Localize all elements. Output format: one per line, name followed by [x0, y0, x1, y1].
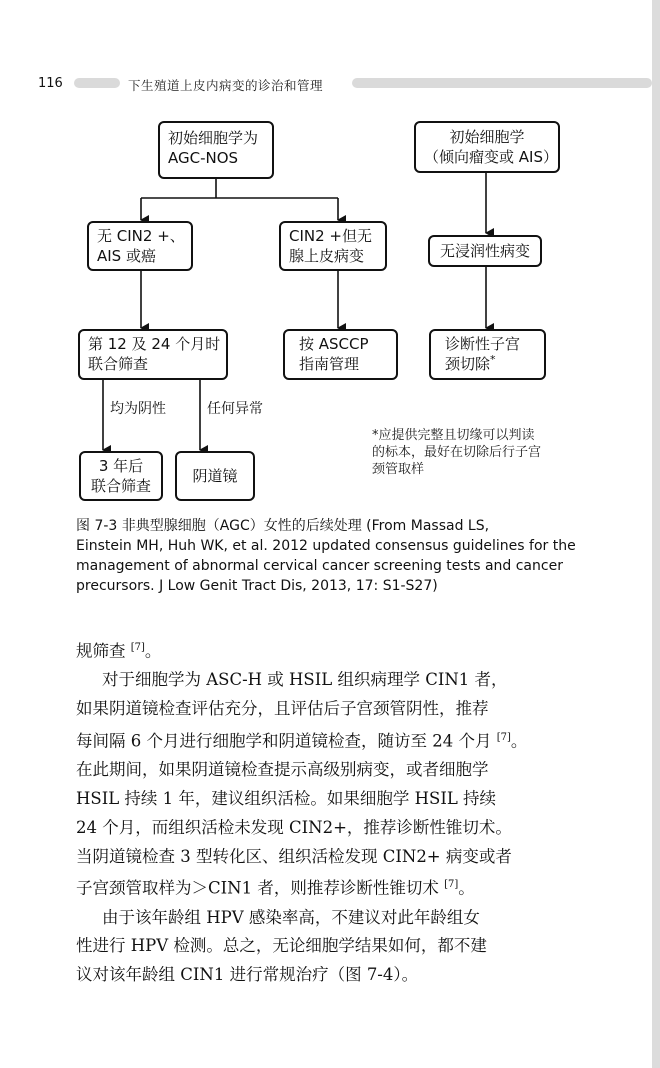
- box-cin2-no-gland-line1: CIN2 +但无: [289, 227, 372, 245]
- box-cin2-no-gland-line2: 腺上皮病变: [289, 247, 365, 265]
- box-no-invasive-text: 无浸润性病变: [439, 242, 530, 260]
- box-cotest: [78, 329, 228, 380]
- box-asccp-line1: 按 ASCCP: [299, 335, 369, 353]
- body-p2-line3-text: 每间隔 6 个月进行细胞学和阴道镜检查，随访至 24 个月: [76, 731, 497, 751]
- body-line-1: [76, 634, 596, 666]
- box-no-cin2: [87, 221, 193, 271]
- box-three-year: [79, 451, 163, 501]
- footnote-line2: 的标本，最好在切除后行子宫: [372, 445, 542, 460]
- box-asccp: [283, 329, 398, 380]
- box-three-year-line2: 联合筛查: [90, 477, 151, 495]
- body-p2-line7: 当阴道镜检查 3 型转化区、组织活检发现 CIN2+ 病变或者: [76, 846, 512, 866]
- figure-caption: [76, 516, 576, 596]
- body-p3-line1: 由于该年龄组 HPV 感染率高，不建议对此年龄组女: [102, 907, 480, 927]
- page-number: 116: [38, 76, 63, 91]
- box-cone-line2: 颈切除: [445, 355, 491, 373]
- box-no-invasive: [428, 235, 542, 267]
- box-agc-neoplasia-line2: （倾向瘤变或 AIS）: [424, 148, 558, 166]
- citation-ref: [7]: [130, 642, 145, 653]
- running-title: 下生殖道上皮内病变的诊治和管理: [128, 78, 324, 93]
- body-p2-line8-text: 子宫颈管取样为＞CIN1 者，则推荐诊断性锥切术: [76, 878, 445, 898]
- body-p3-line2: 性进行 HPV 检测。总之，无论细胞学结果如何，都不建: [76, 936, 487, 956]
- box-agc-nos: [158, 121, 274, 179]
- box-cone-line1: 诊断性子宫: [445, 335, 521, 353]
- cone-footnote-mark: *: [490, 353, 496, 366]
- body-line-1-end: 。: [144, 641, 162, 661]
- body-p2-line8: [76, 871, 596, 903]
- body-p2-line3-end: 。: [510, 731, 528, 751]
- footnote-line1: *应提供完整且切缘可以判读: [372, 428, 535, 443]
- box-three-year-line1: 3 年后: [98, 457, 144, 475]
- body-p2-line5: HSIL 持续 1 年，建议组织活检。如果细胞学 HSIL 持续: [76, 788, 497, 808]
- footnote-line3: 颈管取样: [372, 462, 425, 477]
- label-all-negative: 均为阴性: [110, 401, 166, 417]
- body-p3-line3: 议对该年龄组 CIN1 进行常规治疗（图 7-4）。: [76, 965, 419, 985]
- box-no-cin2-line1: 无 CIN2 +、: [97, 227, 185, 245]
- box-asccp-line2: 指南管理: [299, 355, 360, 373]
- box-agc-nos-line2: AGC-NOS: [168, 149, 239, 167]
- box-cotest-line1: 第 12 及 24 个月时: [88, 335, 221, 353]
- box-agc-neoplasia-line1: 初始细胞学: [449, 128, 525, 146]
- body-p2-line1: 对于细胞学为 ASC-H 或 HSIL 组织病理学 CIN1 者，: [102, 670, 508, 690]
- caption-line4: precursors. J Low Genit Tract Dis, 2013, 17: S1-S27): [76, 578, 438, 594]
- box-cotest-line2: 联合筛查: [88, 355, 149, 373]
- flowchart-footnote: [372, 427, 541, 478]
- body-line-1-text: 规筛查: [76, 641, 131, 661]
- body-p2-line4: 在此期间，如果阴道镜检查提示高级别病变，或者细胞学: [76, 760, 489, 780]
- body-p2-line3: [76, 724, 596, 756]
- box-cin2-no-gland: [279, 221, 387, 271]
- label-any-abnormal: 任何异常: [207, 401, 263, 417]
- box-cone: [429, 329, 546, 380]
- citation-ref: [7]: [496, 731, 511, 743]
- box-no-cin2-line2: AIS 或癌: [97, 247, 156, 265]
- caption-line2: Einstein MH, Huh WK, et al. 2012 updated consensus guidelines for the: [76, 538, 576, 554]
- body-p2-line6: 24 个月，而组织活检未发现 CIN2+，推荐诊断性锥切术。: [76, 817, 512, 837]
- box-colposcopy-text: 阴道镜: [192, 467, 238, 485]
- box-colposcopy: [175, 451, 255, 501]
- citation-ref: [7]: [444, 879, 459, 891]
- caption-line1: 图 7-3 非典型腺细胞（AGC）女性的后续处理 (From Massad LS,: [76, 518, 490, 534]
- box-agc-neoplasia: [414, 121, 560, 173]
- body-text: [76, 634, 596, 990]
- body-p2-line8-end: 。: [458, 878, 475, 898]
- body-p2-line2: 如果阴道镜检查评估充分，且评估后子宫颈管阴性，推荐: [76, 699, 489, 719]
- box-agc-nos-line1: 初始细胞学为: [168, 129, 259, 147]
- caption-line3: management of abnormal cervical cancer screening tests and cancer: [76, 558, 563, 574]
